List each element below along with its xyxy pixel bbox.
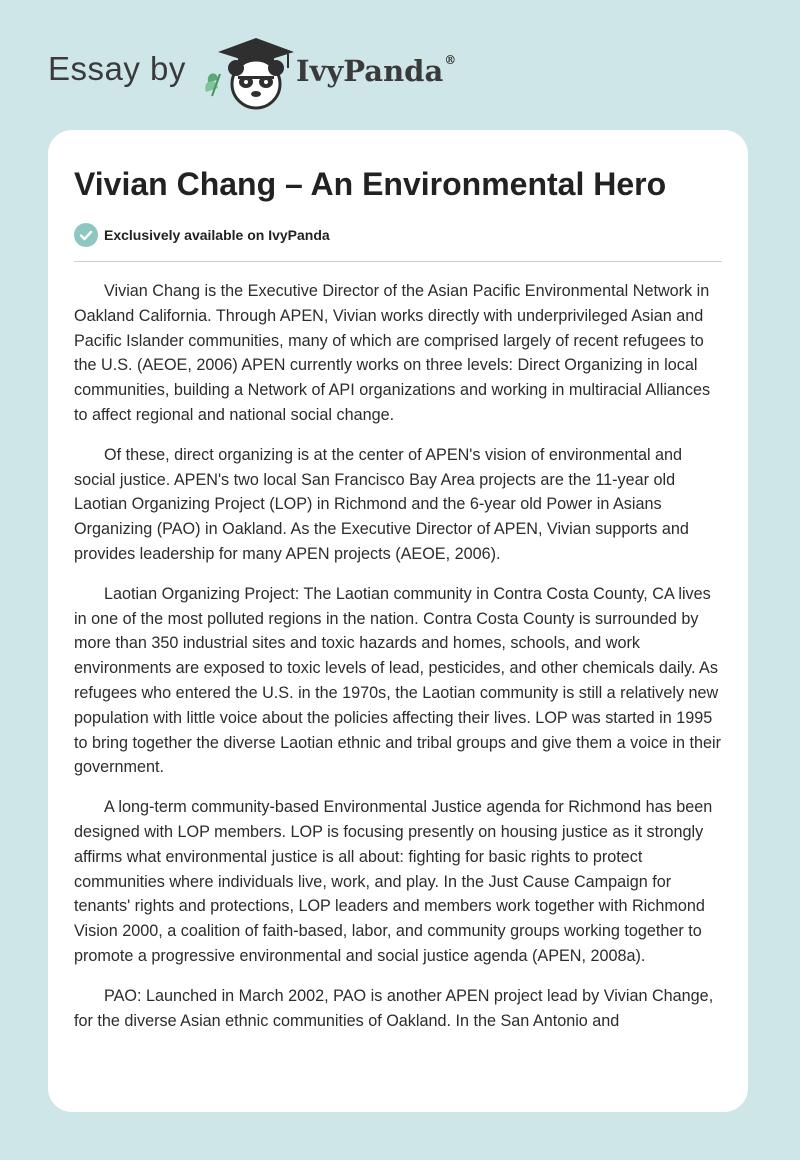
essay-card xyxy=(48,130,748,1112)
registered-mark: ® xyxy=(444,53,457,68)
site-header xyxy=(48,32,648,112)
exclusive-badge xyxy=(74,223,330,247)
paragraph: PAO: Launched in March 2002, PAO is another APEN project lead by Vivian Change, for the diverse Asian ethnic communities of Oakland. In the San Antonio and xyxy=(74,986,714,1030)
divider xyxy=(74,261,722,262)
paragraph: A long-term community-based Environmental Justice agenda for Richmond has been designed with LOP members. LOP is focusing presently on housing justice as it strongly affirms what environmental justice is all about: fighting for basic rights to protect communities where individuals live, work, and play. In the Just Cause Campaign for tenants' rights and protections, LOP leaders and members work together with Richmond Vision 2000, a coalition of faith-based, labor, and community groups working together to promote a progressive environmental and social justice agenda (APEN, 2008a). xyxy=(74,798,713,965)
paragraph: Laotian Organizing Project: The Laotian community in Contra Costa County, CA lives in one of the most polluted regions in the nation. Contra Costa County is surrounded by more than 350 industrial sites and toxic hazards and homes, schools, and work environments are exposed to toxic levels of lead, pesticides, and other chemicals daily. As refugees who entered the U.S. in the 1970s, the Laotian community is still a relatively new population with little voice about the policies affecting their lives. LOP was started in 1995 to bring together the diverse Laotian ethnic and tribal groups and give them a voice in their government. xyxy=(74,584,722,777)
check-circle-icon xyxy=(74,223,98,247)
essay-body xyxy=(74,279,722,1048)
page-title: Vivian Chang – An Environmental Hero xyxy=(74,166,667,202)
paragraph: Of these, direct organizing is at the center of APEN's vision of environmental and social justice. APEN's two local San Francisco Bay Area projects are the 11-year old Laotian Organizing Project (LOP) in Richmond and the 6-year old Power in Asians Organizing (PAO) in Oakland. As the Executive Director of APEN, Vivian supports and provides leadership for many APEN projects (AEOE, 2006). xyxy=(74,445,689,563)
paragraph: Vivian Chang is the Executive Director of the Asian Pacific Environmental Network in Oakland California. Through APEN, Vivian works directly with underprivileged Asian and Pacific Islander communities, many of which are comprised largely of recent refugees to the U.S. (AEOE, 2006) APEN currently works on three levels: Direct Organizing in local communities, building a Network of API organizations and working in multiracial Alliances to affect regional and national social change. xyxy=(74,282,711,424)
panda-graduate-icon[interactable] xyxy=(198,34,298,110)
essay-by-label: Essay by xyxy=(48,50,186,87)
brand-name[interactable] xyxy=(296,54,456,88)
badge-label: Exclusively available on IvyPanda xyxy=(104,227,330,243)
brand-name-text: IvyPanda xyxy=(296,54,444,88)
